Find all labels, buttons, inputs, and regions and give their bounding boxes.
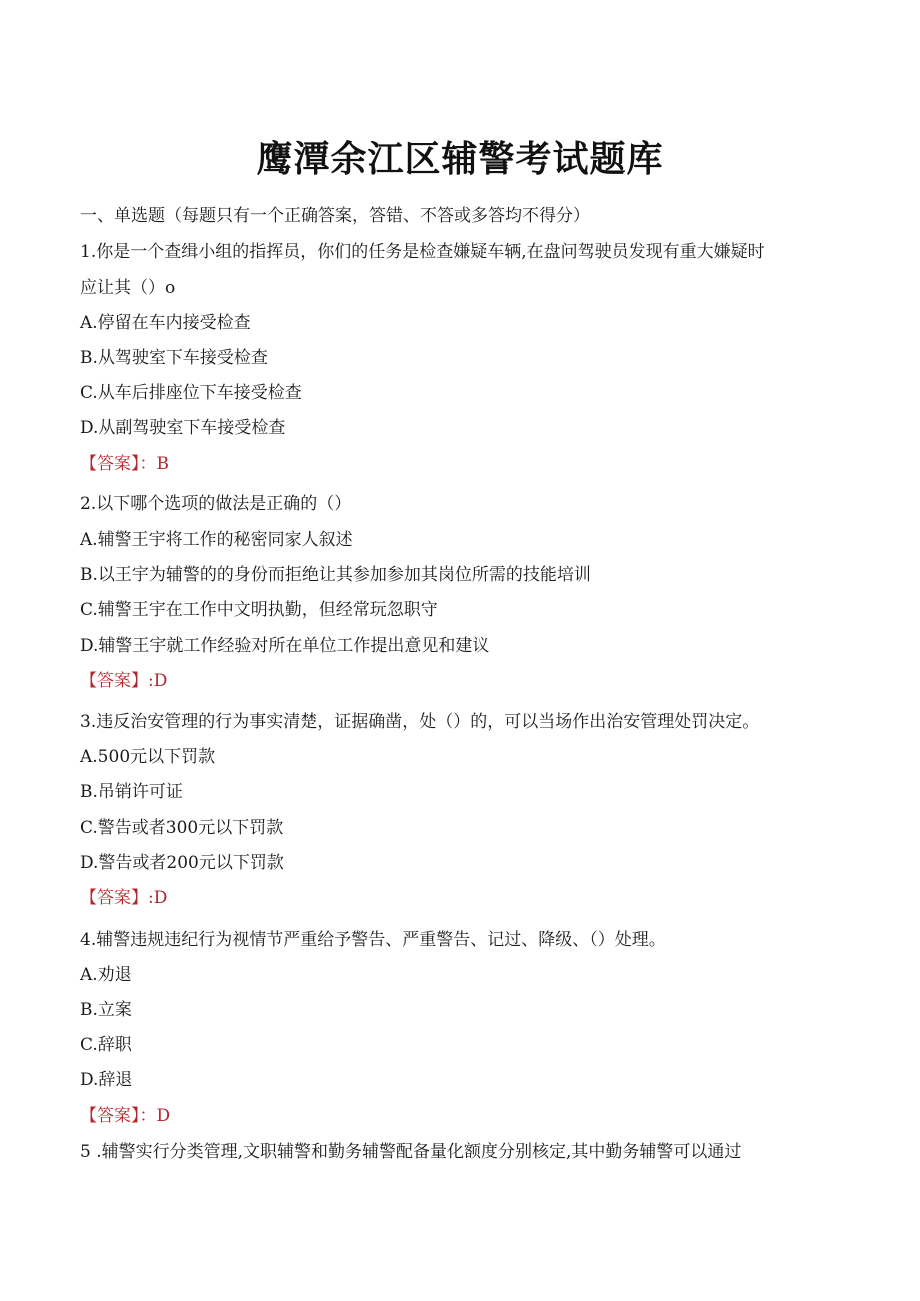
answer-value: ：D xyxy=(139,1106,171,1126)
question-3-option-d: D.警告或者200元以下罚款 xyxy=(80,853,284,873)
document-title: 鹰潭余江区辅警考试题库 xyxy=(256,139,664,180)
question-2-option-b: B.以王宇为辅警的的身份而拒绝让其参加参加其岗位所需的技能培训 xyxy=(80,565,591,585)
question-2-answer xyxy=(80,669,167,693)
answer-label: 【答案】 xyxy=(80,671,148,691)
question-3-answer xyxy=(80,886,167,910)
question-1-option-c: C.从车后排座位下车接受检查 xyxy=(80,383,302,403)
question-4-answer xyxy=(80,1104,170,1128)
question-2-stem: 2.以下哪个选项的做法是正确的（） xyxy=(80,494,352,514)
answer-value: :D xyxy=(148,888,168,908)
question-3-option-c: C.警告或者300元以下罚款 xyxy=(80,818,284,838)
question-2-option-d: D.辅警王宇就工作经验对所在单位工作提出意见和建议 xyxy=(80,636,490,656)
question-4-option-d: D.辞退 xyxy=(80,1070,133,1090)
question-1-stem-line-1: 1.你是一个查缉小组的指挥员，你们的任务是检查嫌疑车辆,在盘问驾驶员发现有重大嫌疑时 xyxy=(80,242,765,262)
question-2-option-c: C.辅警王宇在工作中文明执勤，但经常玩忽职守 xyxy=(80,600,438,620)
answer-value: :D xyxy=(148,671,168,691)
question-3-option-a: A.500元以下罚款 xyxy=(80,747,216,767)
question-4-option-b: B.立案 xyxy=(80,1000,132,1020)
question-1-stem-line-2: 应让其（）o xyxy=(80,278,176,298)
answer-label: 【答案】 xyxy=(80,888,148,908)
question-4-stem: 4.辅警违规违纪行为视情节严重给予警告、严重警告、记过、降级、（）处理。 xyxy=(80,930,666,950)
question-1-option-b: B.从驾驶室下车接受检查 xyxy=(80,348,268,368)
question-1-option-d: D.从副驾驶室下车接受检查 xyxy=(80,418,286,438)
question-4-option-c: C.辞职 xyxy=(80,1035,132,1055)
answer-label: 【答案】 xyxy=(80,454,140,474)
question-1-answer xyxy=(80,452,169,476)
question-2-option-a: A.辅警王宇将工作的秘密同家人叙述 xyxy=(80,530,353,550)
answer-value: ：B xyxy=(139,454,169,474)
section-heading: 一、单选题（每题只有一个正确答案，答错、不答或多答均不得分） xyxy=(80,206,590,226)
question-5-stem: 5 .辅警实行分类管理,文职辅警和勤务辅警配备量化额度分别核定,其中勤务辅警可以通过 xyxy=(80,1142,742,1162)
question-3-stem: 3.违反治安管理的行为事实清楚，证据确凿，处（）的，可以当场作出治安管理处罚决定。 xyxy=(80,712,760,732)
answer-label: 【答案】 xyxy=(80,1106,140,1126)
question-1-option-a: A.停留在车内接受检查 xyxy=(80,313,251,333)
question-3-option-b: B.吊销许可证 xyxy=(80,782,183,802)
question-4-option-a: A.劝退 xyxy=(80,965,132,985)
